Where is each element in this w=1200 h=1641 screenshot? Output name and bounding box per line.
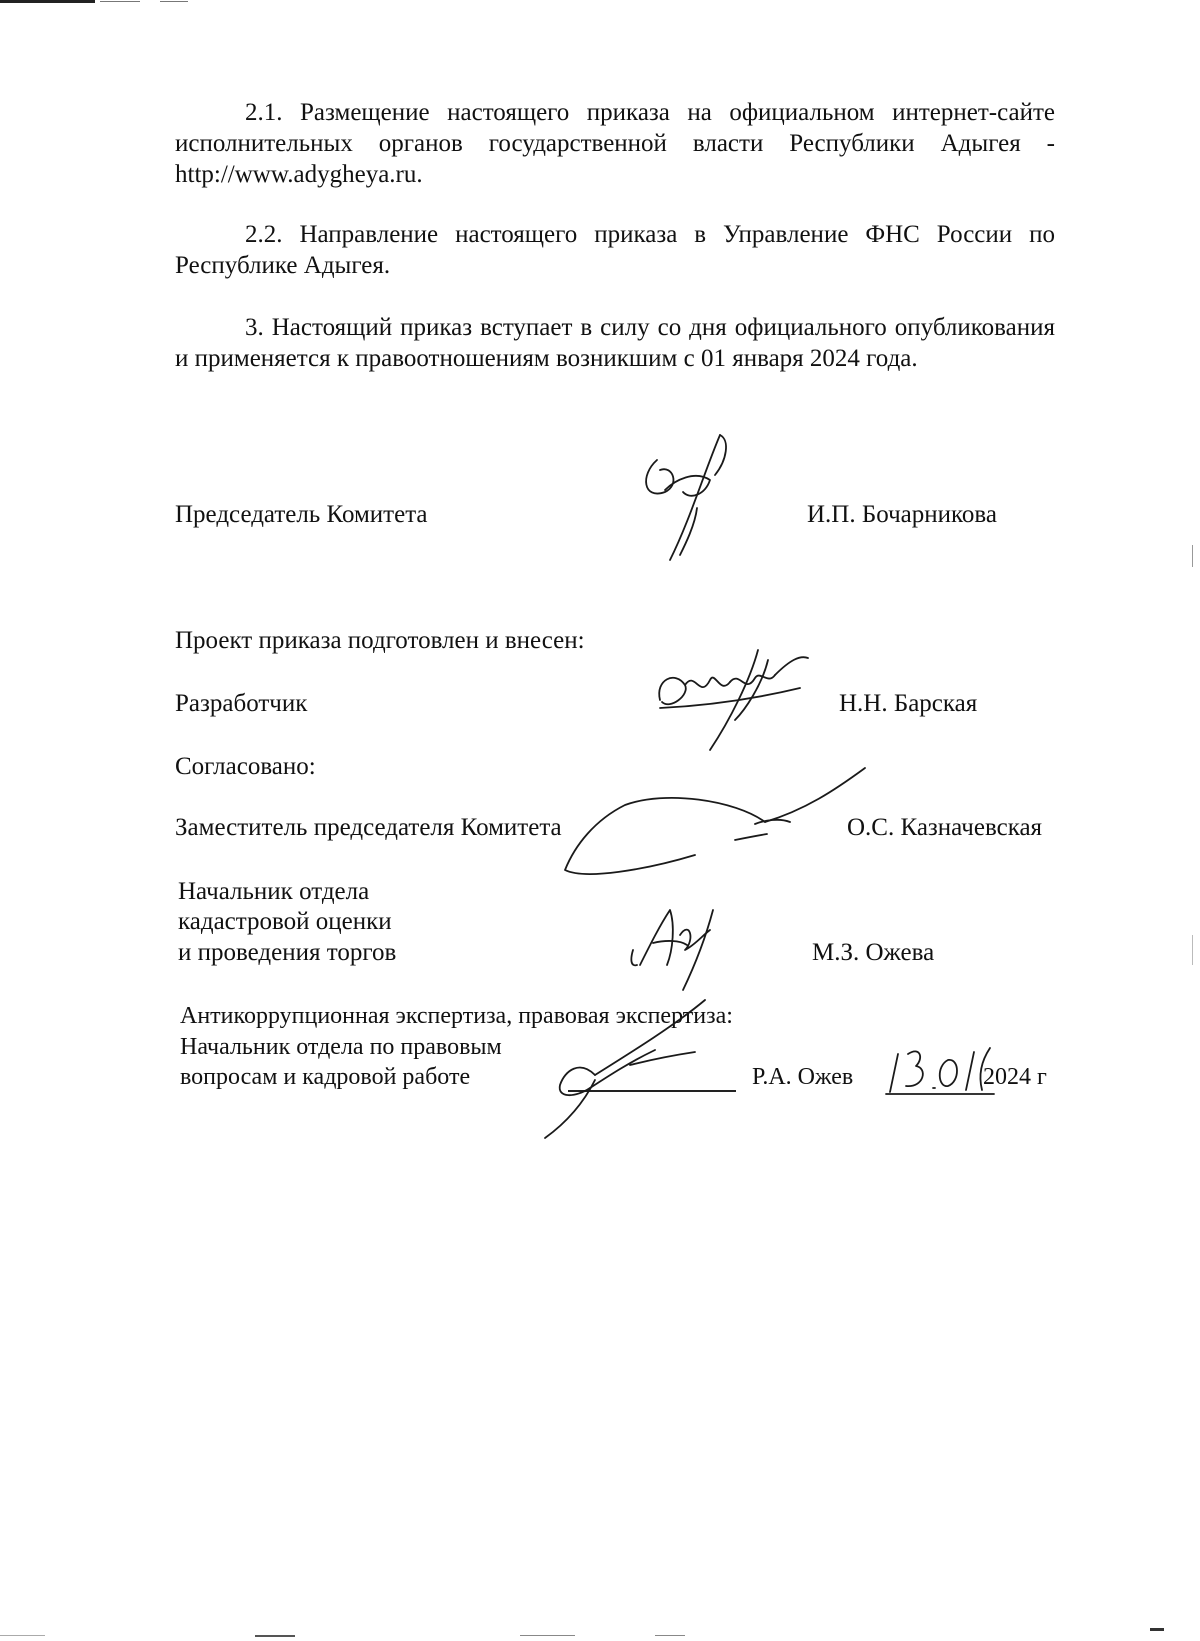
scan-edge-mark bbox=[1192, 935, 1193, 965]
scan-edge-mark bbox=[1150, 1628, 1164, 1631]
legal-title-line1: Начальник отдела по правовым bbox=[180, 1034, 502, 1060]
paragraph-3: 3. Настоящий приказ вступает в силу со дня официального опубликования и применяется к правоотношениям возникшим с 01 января 2024 года. bbox=[175, 314, 1055, 372]
chairman-title: Председатель Комитета bbox=[175, 501, 428, 528]
paragraph-2-2: 2.2. Направление настоящего приказа в Управление ФНС России по Республике Адыгея. bbox=[175, 221, 1055, 279]
legal-name: Р.А. Ожев bbox=[752, 1064, 854, 1090]
cadastral-title-line2: кадастровой оценки bbox=[178, 908, 392, 935]
scan-edge-mark bbox=[1192, 545, 1193, 567]
deputy-signature bbox=[555, 760, 875, 890]
project-heading: Проект приказа подготовлен и внесен: bbox=[175, 627, 585, 654]
developer-name: Н.Н. Барская bbox=[839, 690, 978, 717]
deputy-name: О.С. Казначевская bbox=[847, 814, 1043, 841]
agreed-label: Согласовано: bbox=[175, 753, 316, 780]
legal-signature bbox=[535, 990, 755, 1140]
developer-title: Разработчик bbox=[175, 690, 308, 717]
cadastral-name: М.З. Ожева bbox=[812, 939, 935, 966]
developer-signature bbox=[650, 640, 810, 760]
scan-edge-mark bbox=[255, 1635, 295, 1637]
paragraph-2-1: 2.1. Размещение настоящего приказа на официальном интернет-сайте исполнительных органов государственной власти Республики Адыгея - http://www.adygheya.ru. bbox=[175, 99, 1055, 188]
cadastral-title-line1: Начальник отдела bbox=[178, 878, 370, 905]
scan-edge-mark bbox=[100, 1, 140, 2]
scan-edge-mark bbox=[520, 1635, 575, 1636]
cadastral-title-line3: и проведения торгов bbox=[178, 939, 397, 966]
anticorruption-heading: Антикоррупционная экспертиза, правовая экспертиза: bbox=[180, 1003, 733, 1029]
scan-edge-mark bbox=[655, 1635, 685, 1636]
chairman-name: И.П. Бочарникова bbox=[807, 501, 997, 528]
date-year: 2024 г bbox=[983, 1064, 1047, 1090]
scan-edge-mark bbox=[160, 1, 188, 2]
cadastral-signature bbox=[625, 895, 735, 995]
chairman-signature bbox=[635, 430, 745, 570]
scan-edge-mark bbox=[0, 0, 95, 3]
legal-title-line2: вопросам и кадровой работе bbox=[180, 1064, 471, 1090]
scan-edge-mark bbox=[0, 1635, 45, 1636]
deputy-title: Заместитель председателя Комитета bbox=[175, 814, 562, 841]
